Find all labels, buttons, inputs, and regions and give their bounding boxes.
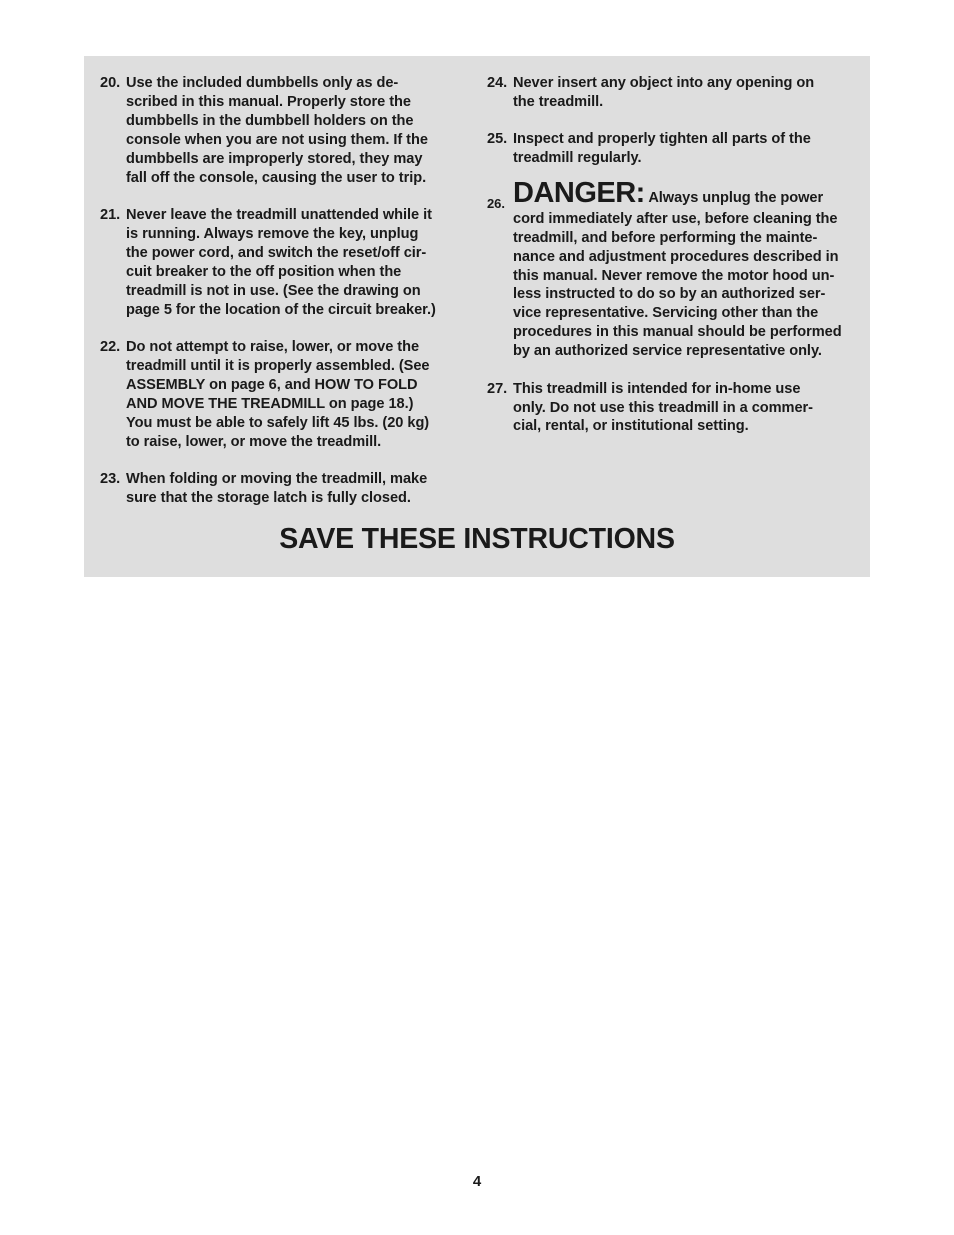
item-text-line: only. Do not use this treadmill in a commer- (513, 399, 813, 416)
item-text-line: treadmill is not in use. (See the drawing on (126, 282, 421, 299)
item-text-line: You must be able to safely lift 45 lbs. (20 kg) (126, 414, 430, 431)
item-text-line: procedures in this manual should be performed (513, 324, 842, 341)
item-number: 20. (100, 75, 121, 91)
item-text-line: this manual. Never remove the motor hood un- (513, 267, 835, 284)
instruction-item-26-danger (487, 176, 855, 361)
instruction-item-20 (100, 74, 466, 187)
item-text-line: AND MOVE THE TREADMILL on page 18.) (126, 395, 414, 412)
item-text-line: console when you are not using them. If the (126, 131, 428, 148)
item-text-line: Always unplug the power (648, 189, 824, 206)
item-number: 25. (487, 131, 508, 148)
item-text-line: to raise, lower, or move the treadmill. (126, 433, 382, 450)
left-column (100, 74, 466, 527)
item-text-line: Never insert any object into any opening on (513, 75, 815, 91)
item-text-line: fall off the console, causing the user to trip. (126, 169, 427, 186)
item-text-line: Do not attempt to raise, lower, or move the (126, 339, 420, 356)
item-text-line: cuit breaker to the off position when the (126, 263, 402, 280)
item-text-line: treadmill regularly. (513, 150, 642, 167)
item-text-line: scribed in this manual. Properly store the (126, 93, 411, 110)
item-text-line: page 5 for the location of the circuit breaker.) (126, 301, 436, 318)
item-text-line: ASSEMBLY on page 6, and HOW TO FOLD (126, 376, 418, 393)
item-text-line: by an authorized service representative only. (513, 343, 822, 360)
save-instructions-title: SAVE THESE INSTRUCTIONS (279, 523, 675, 555)
item-number: 21. (100, 207, 121, 224)
item-text-line: the power cord, and switch the reset/off cir- (126, 244, 427, 261)
instruction-item-21 (100, 206, 466, 319)
item-text-line: Inspect and properly tighten all parts of the (513, 131, 811, 148)
instruction-item-24 (487, 74, 855, 112)
item-text-line: nance and adjustment procedures described in (513, 248, 839, 265)
instruction-item-27 (487, 380, 855, 437)
item-text-line: vice representative. Servicing other than the (513, 305, 819, 322)
danger-first-line (513, 176, 855, 210)
item-text-line: less instructed to do so by an authorized ser- (513, 286, 826, 303)
item-text-line: When folding or moving the treadmill, make (126, 471, 428, 488)
instruction-item-23 (100, 470, 466, 508)
item-text-line: cial, rental, or institutional setting. (513, 418, 749, 435)
item-text-line: Use the included dumbbells only as de- (126, 75, 399, 91)
instruction-item-22 (100, 338, 466, 451)
item-text-line: Never leave the treadmill unattended while it (126, 207, 432, 224)
page-number: 4 (472, 1173, 482, 1190)
item-text-line: sure that the storage latch is fully closed. (126, 490, 411, 506)
item-text-line: This treadmill is intended for in-home use (513, 380, 801, 397)
item-number: 23. (100, 471, 121, 488)
item-number: 26. (487, 195, 505, 211)
instruction-item-25 (487, 130, 855, 168)
danger-heading: DANGER: (513, 176, 645, 209)
right-column (487, 74, 855, 455)
item-number: 24. (487, 75, 508, 91)
item-number: 22. (100, 339, 121, 356)
item-text-line: dumbbells are improperly stored, they may (126, 150, 423, 167)
item-text-line: treadmill, and before performing the mainte- (513, 229, 818, 246)
item-number: 27. (487, 380, 508, 397)
item-text-line: is running. Always remove the key, unplug (126, 225, 419, 242)
safety-instructions-panel (84, 56, 870, 577)
item-text-line: dumbbells in the dumbbell holders on the (126, 112, 414, 129)
item-text-line: cord immediately after use, before cleaning the (513, 210, 838, 227)
item-text-line: treadmill until it is properly assembled. (See (126, 357, 430, 374)
item-text-line: the treadmill. (513, 93, 604, 110)
